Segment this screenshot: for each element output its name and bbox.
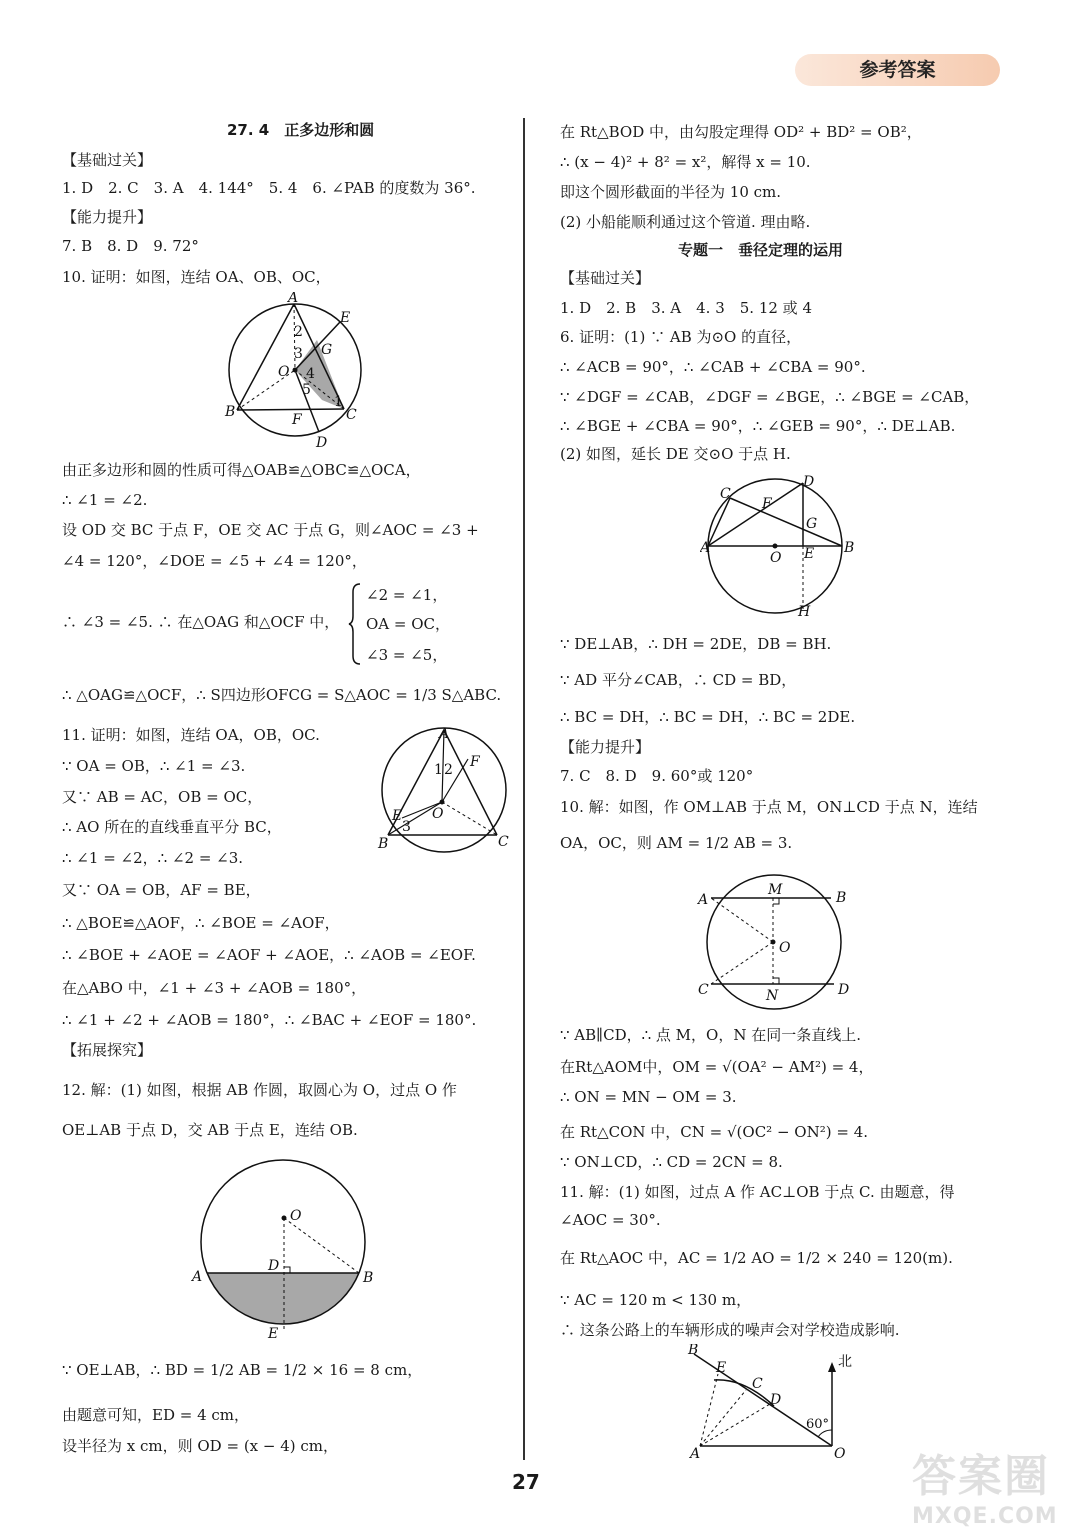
text-line: ∴ AO 所在的直线垂直平分 BC， [62, 818, 282, 836]
text-line: OA，OC，则 AM = 1/2 AB = 3. [560, 834, 793, 852]
text-line: ∴ ∠BGE + ∠CBA = 90°，∴ ∠GEB = 90°，∴ DE⊥AB. [560, 417, 956, 435]
section-title-topic-1: 专题一 垂径定理的运用 [678, 241, 844, 259]
text-line: ∵ DE⊥AB，∴ DH = 2DE，DB = BH. [560, 635, 832, 653]
column-divider [523, 118, 525, 1460]
figure-label: F [470, 754, 480, 770]
text-line: 在 Rt△CON 中，CN = √(OC² − ON²) = 4. [560, 1123, 869, 1141]
figure-label: A [698, 892, 709, 908]
figure-label: B [225, 404, 236, 420]
figure-label: 2 [444, 762, 453, 778]
text-line: 【基础过关】 [560, 269, 651, 287]
figure-label: O [779, 940, 791, 956]
text-line: ∵ AD 平分∠CAB，∴ CD = BD， [560, 671, 797, 689]
text-line: ∵ AB∥CD，∴ 点 M，O，N 在同一条直线上. [560, 1026, 861, 1044]
figure-label: C [720, 486, 731, 502]
text-line: 6. 证明：(1) ∵ AB 为⊙O 的直径， [560, 328, 802, 346]
figure-label: C [346, 407, 357, 423]
text-line: 在△ABO 中，∠1 + ∠3 + ∠AOB = 180°， [62, 979, 367, 997]
figure-label: O [770, 550, 782, 566]
text-line: 1. D 2. C 3. A 4. 144° 5. 4 6. ∠PAB 的度数为 36°. [62, 179, 476, 197]
text-line: 【基础过关】 [62, 151, 153, 169]
text-line: 【拓展探究】 [62, 1041, 153, 1059]
text-line: ∴ ∠3 = ∠5. ∴ 在△OAG 和△OCF 中， [62, 613, 340, 631]
figure-label: B [836, 890, 847, 906]
figure-label: F [292, 412, 302, 428]
text-line: ∠4 = 120°，∠DOE = ∠5 + ∠4 = 120°， [62, 552, 367, 570]
figure-label: F [762, 496, 772, 512]
text-line: 10. 解：如图，作 OM⊥AB 于点 M，ON⊥CD 于点 N，连结 [560, 798, 978, 816]
figure-q12-pipe-cross-section [188, 1158, 388, 1348]
text-line: ∴ ∠BOE + ∠AOE = ∠AOF + ∠AOE，∴ ∠AOB = ∠EOF. [62, 946, 476, 964]
text-line: ∠AOC = 30°. [560, 1211, 661, 1229]
figure-label: A [690, 1446, 701, 1462]
figure-label: E [804, 546, 815, 562]
text-line: 11. 解：(1) 如图，过点 A 作 AC⊥OB 于点 C. 由题意，得 [560, 1183, 955, 1201]
answer-key-tag: 参考答案 [795, 54, 1000, 86]
figure-label: D [316, 435, 328, 451]
figure-label: M [768, 882, 783, 898]
figure-label: D [838, 982, 850, 998]
watermark [912, 1440, 1082, 1532]
text-line: 由正多边形和圆的性质可得△OAB≌△OBC≌△OCA， [62, 461, 421, 479]
figure-q11-road-school [682, 1344, 862, 1462]
text-line: 设 OD 交 BC 于点 F，OE 交 AC 于点 G，则∠AOC = ∠3 + [62, 521, 479, 539]
text-line: 【能力提升】 [62, 208, 153, 226]
figure-q11-isosceles-triangle [372, 722, 522, 854]
figure-label: E [716, 1360, 727, 1376]
text-line: (2) 小船能顺利通过这个管道. 理由略. [560, 213, 811, 231]
text-line: 在Rt△AOM中，OM = √(OA² − AM²) = 4， [560, 1058, 874, 1076]
text-line: (2) 如图，延长 DE 交⊙O 于点 H. [560, 445, 791, 463]
text-line: ∴ BC = DH，∴ BC = DH，∴ BC = 2DE. [560, 708, 856, 726]
figure-label: O [834, 1446, 846, 1462]
text-line: ∴ ∠1 + ∠2 + ∠AOB = 180°，∴ ∠BAC + ∠EOF = 180°. [62, 1011, 477, 1029]
fig-label: A [288, 292, 299, 306]
text-line: ∠2 = ∠1， [366, 586, 448, 604]
text-line: 12. 解：(1) 如图，根据 AB 作圆，取圆心为 O，过点 O 作 [62, 1081, 457, 1099]
figure-label: H [798, 604, 811, 620]
text-line: ∴ △OAG≌△OCF，∴ S四边形OFCG = S△AOC = 1/3 S△ABC. [62, 686, 502, 704]
text-line: ∴ ∠1 = ∠2. [62, 491, 148, 509]
text-line: ∵ ON⊥CD，∴ CD = 2CN = 8. [560, 1153, 783, 1171]
watermark-text: 答案圈 [912, 1451, 1050, 1502]
text-line: ∴ 这条公路上的车辆形成的噪声会对学校造成影响. [560, 1321, 900, 1339]
text-line: 在 Rt△BOD 中，由勾股定理得 OD² + BD² = OB²， [560, 123, 922, 141]
text-line: 7. C 8. D 9. 60°或 120° [560, 767, 754, 785]
text-line: ∠3 = ∠5， [366, 646, 448, 664]
text-line: ∴ ∠ACB = 90°，∴ ∠CAB + ∠CBA = 90°. [560, 358, 866, 376]
figure-label: C [752, 1376, 763, 1392]
text-line: ∵ OA = OB，∴ ∠1 = ∠3. [62, 757, 246, 775]
figure-label: O [432, 806, 444, 822]
figure-label: C [498, 834, 509, 850]
figure-label: 1 [434, 762, 443, 778]
figure-label: 3 [402, 819, 411, 835]
page-number: 27 [512, 1470, 540, 1494]
figure-label: D [803, 474, 815, 490]
text-line: 由题意可知，ED = 4 cm， [62, 1406, 250, 1424]
figure-label: 5 [302, 382, 311, 398]
section-title-27-4: 27. 4 正多边形和圆 [227, 121, 375, 139]
text-line: 7. B 8. D 9. 72° [62, 237, 199, 255]
text-line: 设半径为 x cm，则 OD = (x − 4) cm， [62, 1437, 339, 1455]
text-line: ∴ ON = MN − OM = 3. [560, 1088, 737, 1106]
text-line: 又∵ AB = AC，OB = OC， [62, 788, 263, 806]
figure-label: A [192, 1269, 203, 1285]
figure-label: D [770, 1392, 782, 1408]
figure-label: 1 [334, 394, 343, 410]
figure-label: N [766, 988, 779, 1004]
brace [348, 582, 362, 666]
figure-label: 北 [838, 1354, 852, 1370]
text-line: 又∵ OA = OB，AF = BE， [62, 881, 261, 899]
text-line: ∵ ∠DGF = ∠CAB，∠DGF = ∠BGE，∴ ∠BGE = ∠CAB， [560, 388, 980, 406]
figure-label: 3 [294, 346, 303, 362]
figure-label: B [378, 836, 389, 852]
fig-label: E [340, 310, 351, 326]
watermark-url: MXQE.COM [912, 1504, 1058, 1529]
text-line: 1. D 2. B 3. A 4. 3 5. 12 或 4 [560, 299, 812, 317]
figure-label: G [321, 342, 333, 358]
figure-label: E [392, 808, 403, 824]
figure-label: G [806, 516, 818, 532]
text-line: ∴ ∠1 = ∠2，∴ ∠2 = ∠3. [62, 849, 244, 867]
figure-label: E [268, 1326, 279, 1342]
figure-q10-parallel-chords [696, 872, 866, 1012]
text-line: 在 Rt△AOC 中，AC = 1/2 AO = 1/2 × 240 = 120(m). [560, 1249, 953, 1267]
text-line: 【能力提升】 [560, 738, 651, 756]
figure-label: O [278, 364, 290, 380]
figure-label: C [698, 982, 709, 998]
figure-q10-inscribed-triangle [222, 292, 382, 452]
text-line: 即这个圆形截面的半径为 10 cm. [560, 183, 782, 201]
text-line: ∴ (x − 4)² + 8² = x²，解得 x = 10. [560, 153, 811, 171]
figure-label: O [290, 1208, 302, 1224]
text-line: 11. 证明：如图，连结 OA，OB，OC. [62, 726, 320, 744]
figure-label: B [363, 1270, 374, 1286]
figure-q6-circle-diameter [700, 470, 860, 620]
figure-label: B [844, 540, 855, 556]
text-line: OE⊥AB 于点 D，交 AB 于点 E，连结 OB. [62, 1121, 358, 1139]
text-line: ∵ OE⊥AB，∴ BD = 1/2 AB = 1/2 × 16 = 8 cm， [62, 1361, 423, 1379]
text-line: 10. 证明：如图，连结 OA、OB、OC， [62, 268, 331, 286]
text-line: ∴ △BOE≌△AOF，∴ ∠BOE = ∠AOF， [62, 914, 340, 932]
text-line: OA = OC， [366, 615, 451, 633]
figure-label: 60° [806, 1417, 830, 1432]
figure-label: 2 [294, 324, 303, 340]
figure-label: 4 [306, 366, 315, 382]
figure-label: A [439, 726, 450, 742]
figure-label: B [688, 1344, 699, 1358]
figure-label: A [700, 540, 711, 556]
text-line: ∵ AC = 120 m < 130 m， [560, 1291, 752, 1309]
figure-label: D [268, 1258, 280, 1274]
